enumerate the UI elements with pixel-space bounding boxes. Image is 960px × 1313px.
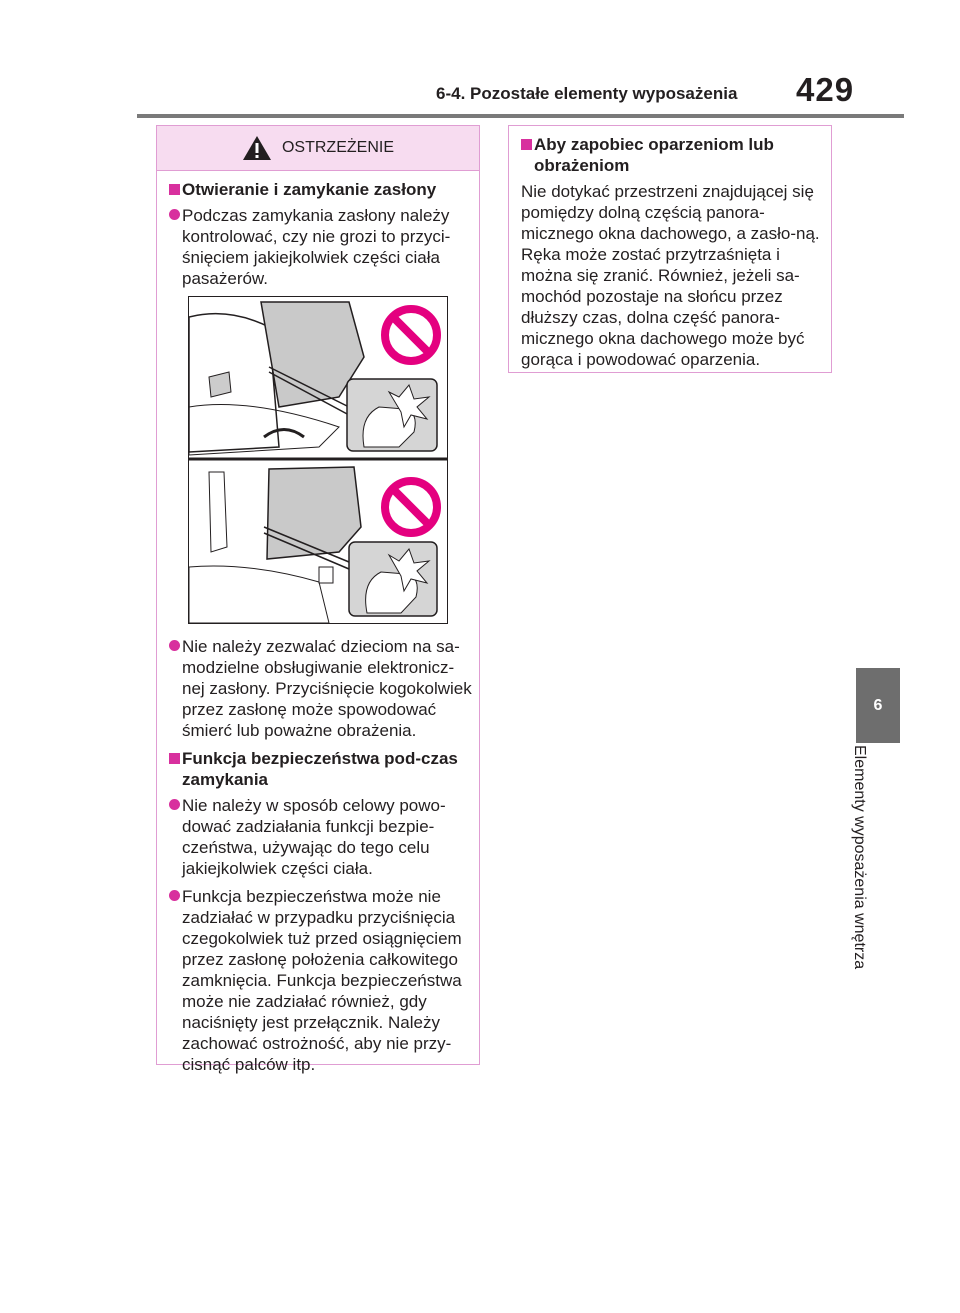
dot-bullet-icon [169,209,180,220]
bullet-text: Funkcja bezpieczeństwa może nie zadziałać w przypadku przyciśnięcia czegokolwiek tuż przed osiągnięciem przez zasłonę położenia całkowitego zamknięcia. Funkcja bezpieczeństwa może nie zadziałać również, gdy naciśnięty jest przełącznik. Należy zachować ostrożność, aby nie przy-cisnąć palców itp. [182,887,462,1074]
warning-content [157,171,479,289]
info-paragraph: Nie dotykać przestrzeni znajdującej się pomiędzy dolną częścią panora-micznego okna dachowego, a zasło-ną. Ręka może zostać przytrzaśnięta i można się zranić. Również, jeżeli sa-mochód pozostaje na słońcu przez dłuższy czas, dolna część panora-micznego okna dachowego może być gorąca i powodować oparzenia. [521,182,820,369]
chapter-title: Elementy wyposażenia wnętrza [851,745,868,970]
bullet-item [169,795,473,879]
page-number: 429 [796,71,855,108]
section-title-text: Funkcja bezpieczeństwa pod-czas zamykania [182,749,458,789]
section-heading: 6-4. Pozostałe elementy wyposażenia [436,84,738,103]
bullet-text: Podczas zamykania zasłony należy kontrolować, czy nie grozi to przyci-śnięciem jakiejkolwiek części ciała pasażerów. [182,206,451,288]
warning-title: OSTRZEŻENIE [281,139,394,156]
square-bullet-icon [169,753,180,764]
warning-content-lower [157,628,479,1082]
dot-bullet-icon [169,640,180,651]
header-divider [137,114,904,118]
chapter-tab [856,668,900,743]
bullet-item [169,886,473,1075]
chapter-number: 6 [873,696,883,714]
square-bullet-icon [521,139,532,150]
bullet-item [169,636,473,741]
info-box [508,125,832,373]
dot-bullet-icon [169,890,180,901]
warning-header [157,126,479,171]
bullet-text: Nie należy w sposób celowy powo-dować zadziałania funkcji bezpie-czeństwa, używając do tego celu jakiejkolwiek części ciała. [182,796,446,878]
bullet-item [169,205,473,289]
info-title-text: Aby zapobiec oparzeniom lub obrażeniom [534,135,774,175]
info-content [509,126,831,370]
bullet-text: Nie należy zezwalać dzieciom na sa-modzielne obsługiwanie elektronicz-nej zasłony. Przyciśnięcie kogokolwiek przez zasłonę może spowodować śmierć lub poważne obrażenia. [182,637,472,740]
info-section-title [521,134,825,176]
illustration-drawing [189,297,447,623]
sunshade-illustration [188,296,448,624]
warning-triangle-icon [242,135,272,161]
section-title-text: Otwieranie i zamykanie zasłony [182,180,437,199]
dot-bullet-icon [169,799,180,810]
square-bullet-icon [169,184,180,195]
section-title [169,179,473,200]
section-title [169,748,473,790]
